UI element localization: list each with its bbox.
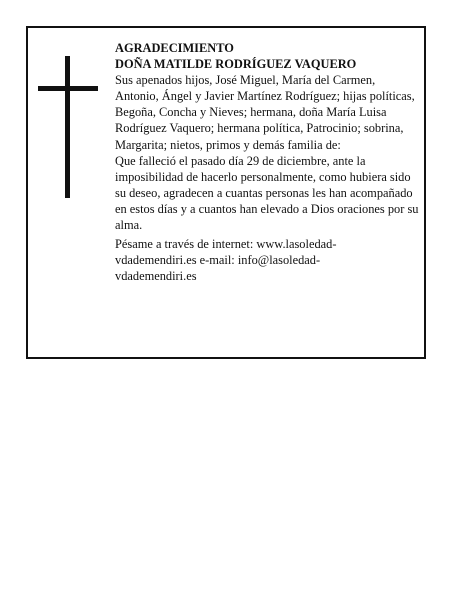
contact-paragraph [115,236,420,284]
obituary-notice [26,26,426,359]
family-paragraph: Sus apenados hijos, José Miguel, María del Carmen, Antonio, Ángel y Javier Martínez Rodríguez; hijas políticas, Begoña, Concha y Nieves; hermana, doña María Luisa Rodríguez Vaquero; hermana política, Patrocinio; sobrina, Margarita; nietos, primos y demás familia de: [115,73,415,152]
cross-vertical-bar [65,56,70,198]
cross-horizontal-bar [38,86,98,91]
contact-line: Pésame a través de internet: www.lasoledad- [115,237,337,252]
contact-line: vdademendiri.es [115,269,197,284]
notice-title: AGRADECIMIENTO [115,41,234,55]
latin-cross-icon [38,56,98,198]
contact-line: vdademendiri.es e-mail: info@lasoledad- [115,253,321,268]
notice-text [115,40,420,284]
thanks-paragraph: Que falleció el pasado día 29 de diciembre, ante la imposibilidad de hacerlo personalmente, como hubiera sido su deseo, agradecen a cuantas personas les han acompañado en estos días y a cuantos han elevado a Dios oraciones por su alma. [115,153,419,233]
deceased-name: DOÑA MATILDE RODRÍGUEZ VAQUERO [115,57,357,72]
